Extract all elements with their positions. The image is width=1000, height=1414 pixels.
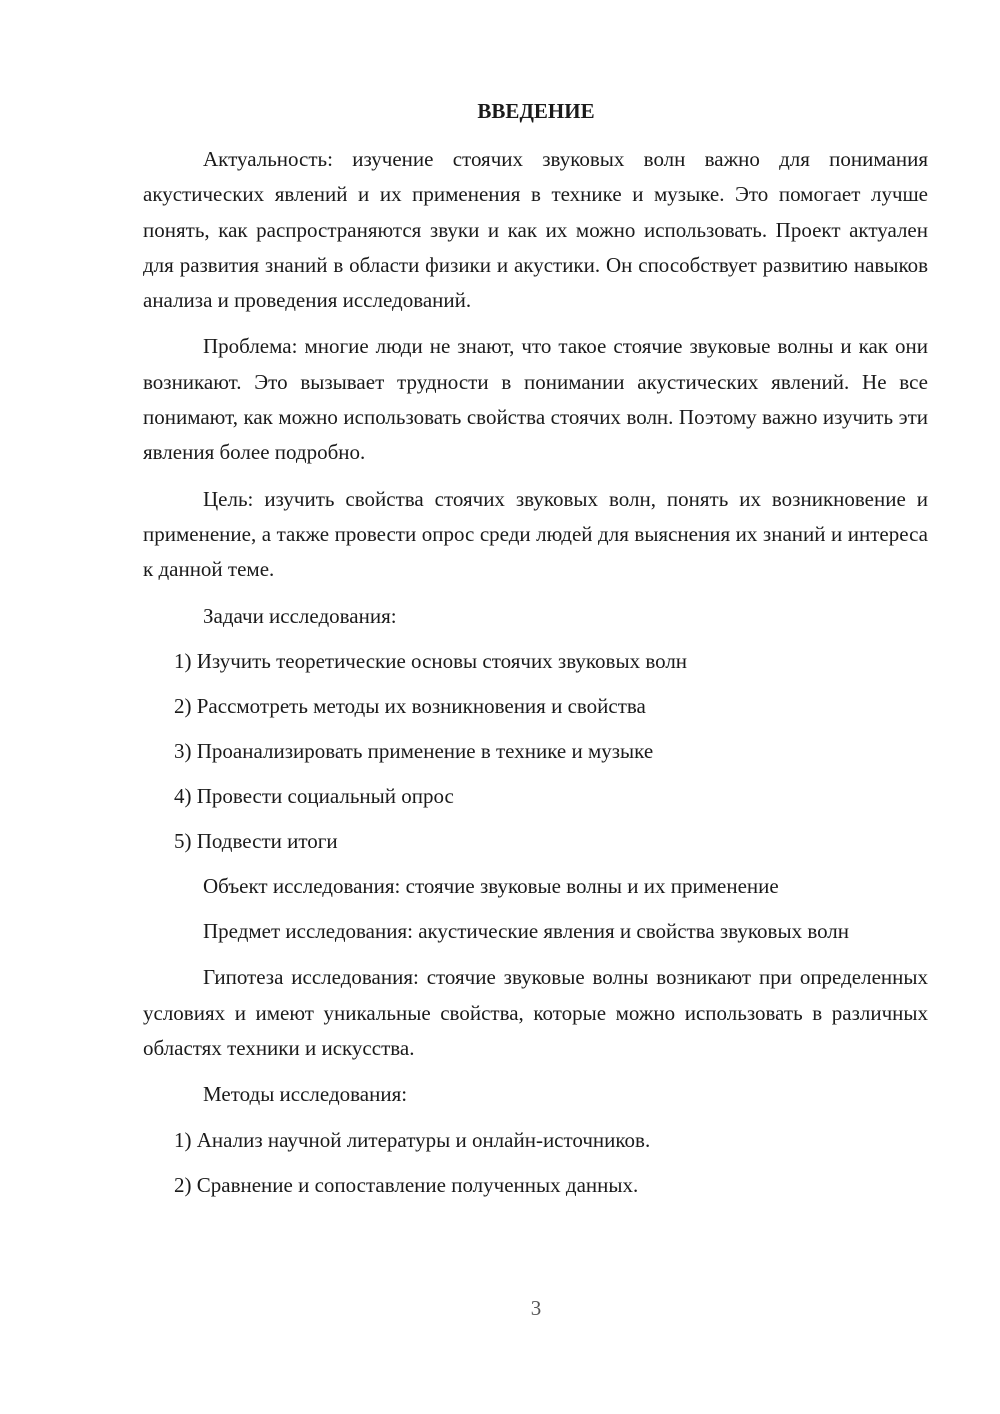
- task-item: 3) Проанализировать применение в технике и музыке: [174, 738, 654, 763]
- problem-paragraph: Проблема: многие люди не знают, что такое стоячие звуковые волны и как они возникают. Это вызывает трудности в понимании акустических явлений. Не все понимают, как можно использовать свойства стоячих волн. Поэтому важно изучить эти явления более подробно.: [143, 334, 928, 465]
- subject-paragraph: Предмет исследования: акустические явления и свойства звуковых волн: [203, 919, 850, 944]
- tasks-list: [143, 644, 928, 859]
- goal-paragraph: Цель: изучить свойства стоячих звуковых волн, понять их возникновение и применение, а также провести опрос среди людей для выяснения их знаний и интереса к данной теме.: [143, 486, 928, 582]
- object-paragraph: Объект исследования: стоячие звуковые волны и их применение: [203, 873, 779, 898]
- method-item: 1) Анализ научной литературы и онлайн-источников.: [174, 1127, 651, 1152]
- section-heading: ВВЕДЕНИЕ: [477, 99, 595, 123]
- methods-heading: Методы исследования:: [203, 1082, 408, 1107]
- methods-list: [143, 1123, 928, 1203]
- tasks-heading: Задачи исследования:: [203, 603, 397, 628]
- task-item: 4) Провести социальный опрос: [174, 783, 454, 808]
- relevance-paragraph: Актуальность: изучение стоячих звуковых волн важно для понимания акустических явлений и их применения в технике и музыке. Это помогает лучше понять, как распространяются звуки и как их можно использовать. Проект актуален для развития знаний в области физики и акустики. Он способствует развитию навыков анализа и проведения исследований.: [143, 147, 928, 313]
- task-item: 1) Изучить теоретические основы стоячих звуковых волн: [174, 648, 688, 673]
- document-body: [143, 142, 928, 1213]
- page-number: 3: [530, 1296, 542, 1320]
- hypothesis-paragraph: Гипотеза исследования: стоячие звуковые волны возникают при определенных условиях и имеют уникальные свойства, которые можно использовать в различных областях техники и искусства.: [143, 965, 928, 1061]
- method-item: 2) Сравнение и сопоставление полученных данных.: [174, 1172, 639, 1197]
- task-item: 2) Рассмотреть методы их возникновения и свойства: [174, 693, 646, 718]
- task-item: 5) Подвести итоги: [174, 828, 338, 853]
